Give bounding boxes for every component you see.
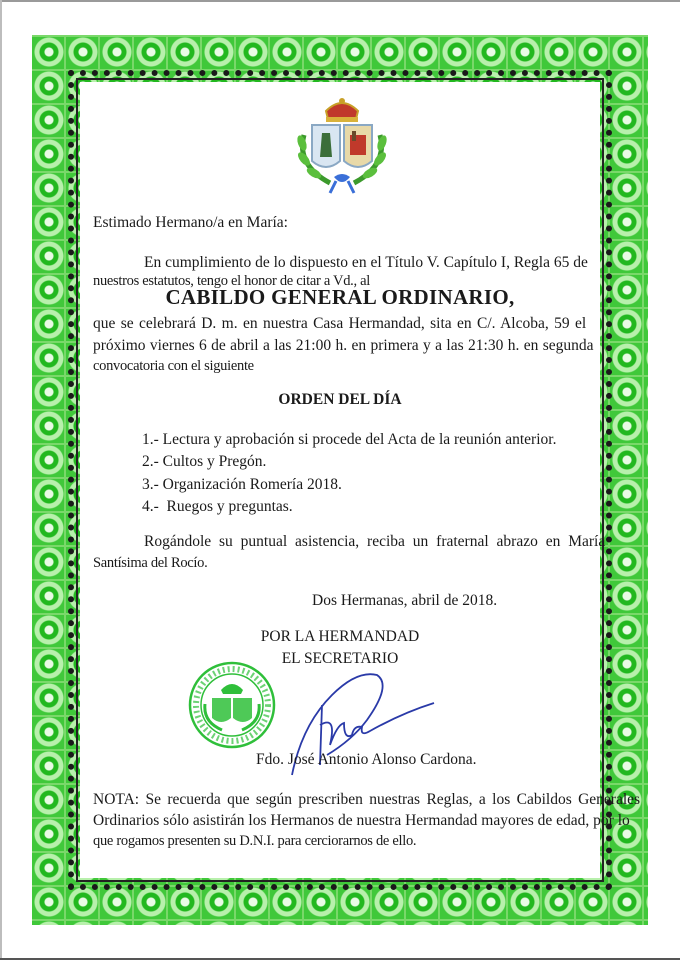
agenda-item: 1.- Lectura y aprobación si procede del Acta de la reunión anterior. (142, 431, 557, 448)
details-line-2: próximo viernes 6 de abril a las 21:00 h. en primera y a las 21:30 h. en segunda (93, 337, 594, 354)
note-line-1: NOTA: Se recuerda que según prescriben nuestras Reglas, a los Cabildos Generales (93, 791, 641, 808)
intro-line-1: En cumplimiento de lo dispuesto en el Título V. Capítulo I, Regla 65 de (144, 254, 588, 271)
agenda-list (142, 429, 556, 518)
details-line-3: convocatoria con el siguiente (93, 358, 254, 374)
intro-line-2: nuestros estatutos, tengo el honor de citar a Vd., al (93, 273, 370, 289)
salutation: Estimado Hermano/a en María: (93, 214, 288, 231)
note-line-3: que rogamos presenten su D.N.I. para cerciorarnos de ello. (93, 833, 417, 849)
event-title: CABILDO GENERAL ORDINARIO, (165, 285, 515, 309)
note-line-2: Ordinarios sólo asistirán los Hermanos de nuestra Hermandad mayores de edad, por lo (93, 812, 630, 829)
details-line-1: que se celebrará D. m. en nuestra Casa Hermandad, sita en C/. Alcoba, 59 el (93, 315, 587, 332)
image-edge-top (0, 0, 680, 2)
place-date: Dos Hermanas, abril de 2018. (312, 592, 498, 609)
signature-line-1: POR LA HERMANDAD (260, 628, 420, 645)
agenda-item: 4.- Ruegos y preguntas. (142, 497, 293, 515)
closing-line-2: Santísima del Rocío. (93, 555, 208, 571)
brotherhood-coat-of-arms-icon (290, 95, 394, 195)
image-edge-left (0, 0, 2, 960)
brotherhood-seal-stamp-icon (187, 660, 277, 750)
agenda-item: 2.- Cultos y Pregón. (142, 453, 267, 471)
agenda-title: ORDEN DEL DÍA (278, 391, 402, 408)
signature-line-2: EL SECRETARIO (281, 650, 399, 667)
closing-line-1: Rogándole su puntual asistencia, reciba un fraternal abrazo en María (144, 533, 606, 550)
agenda-item: 3.- Organización Romería 2018. (142, 475, 342, 493)
signer-name: Fdo. José Antonio Alonso Cardona. (256, 751, 477, 768)
